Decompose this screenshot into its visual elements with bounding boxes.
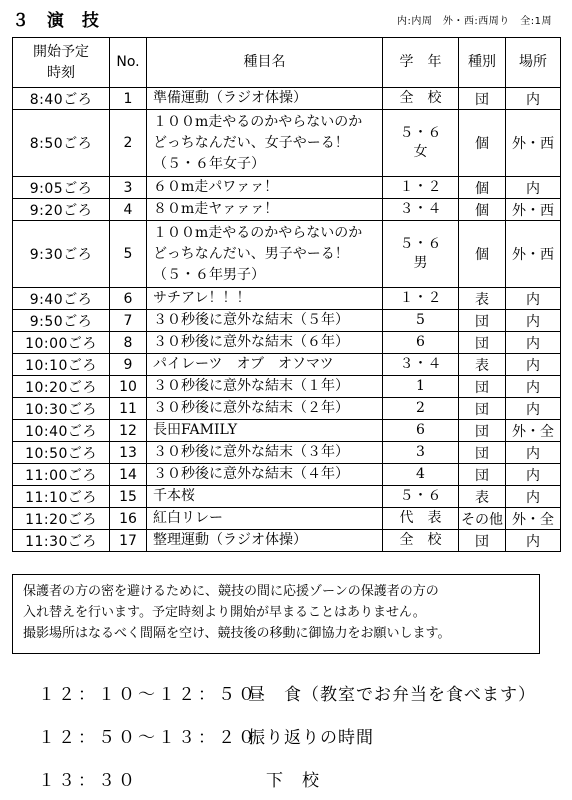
table-row xyxy=(13,398,561,420)
col-header-grade: 学 年 xyxy=(383,38,459,88)
no-cell: 10 xyxy=(110,376,147,398)
grade-cell: １・２ xyxy=(383,288,459,310)
start-time-cell: 11:20ごろ xyxy=(13,508,110,530)
place-cell: 外・全 xyxy=(506,508,561,530)
place-cell: 内 xyxy=(506,310,561,332)
table-row xyxy=(13,199,561,221)
event-cell: 整理運動（ラジオ体操） xyxy=(147,530,383,552)
type-cell: 団 xyxy=(459,398,506,420)
place-cell: 内 xyxy=(506,177,561,199)
program-table xyxy=(12,37,561,552)
after-label: 振り返りの時間 xyxy=(248,728,374,748)
type-cell: 団 xyxy=(459,442,506,464)
notice-line: 保護者の方の密を避けるために、競技の間に応援ゾーンの保護者の方の xyxy=(23,584,439,599)
type-cell: 団 xyxy=(459,332,506,354)
event-cell: １００m走やるのかやらないのか どっちなんだい、男子やーる！ （５・６年男子） xyxy=(147,221,383,288)
grade-cell: ３・４ xyxy=(383,354,459,376)
table-row xyxy=(13,376,561,398)
grade-cell: 全 校 xyxy=(383,530,459,552)
type-cell: 団 xyxy=(459,530,506,552)
place-cell: 内 xyxy=(506,530,561,552)
event-cell: サチアレ！！！ xyxy=(147,288,383,310)
event-cell: ８０m走ヤァァァ！ xyxy=(147,199,383,221)
event-cell: ３０秒後に意外な結末（１年） xyxy=(147,376,383,398)
event-cell: 長田FAMILY xyxy=(147,420,383,442)
no-cell: 8 xyxy=(110,332,147,354)
table-row xyxy=(13,530,561,552)
no-cell: 9 xyxy=(110,354,147,376)
start-time-cell: 11:10ごろ xyxy=(13,486,110,508)
place-cell: 外・西 xyxy=(506,221,561,288)
table-row xyxy=(13,288,561,310)
event-cell: ３０秒後に意外な結末（２年） xyxy=(147,398,383,420)
no-cell: 17 xyxy=(110,530,147,552)
type-cell: 個 xyxy=(459,177,506,199)
start-time-cell: 10:00ごろ xyxy=(13,332,110,354)
no-cell: 7 xyxy=(110,310,147,332)
grade-cell: 6 xyxy=(383,420,459,442)
start-time-cell: 9:20ごろ xyxy=(13,199,110,221)
type-cell: 団 xyxy=(459,376,506,398)
place-cell: 内 xyxy=(506,486,561,508)
grade-cell: 6 xyxy=(383,332,459,354)
start-time-cell: 10:40ごろ xyxy=(13,420,110,442)
place-cell: 外・全 xyxy=(506,420,561,442)
col-header-no: No. xyxy=(110,38,147,88)
type-cell: 団 xyxy=(459,310,506,332)
after-label: 昼 食（教室でお弁当を食べます） xyxy=(248,685,536,705)
grade-cell: ５・６ xyxy=(383,486,459,508)
table-row xyxy=(13,88,561,110)
grade-cell: 全 校 xyxy=(383,88,459,110)
no-cell: 13 xyxy=(110,442,147,464)
place-cell: 内 xyxy=(506,398,561,420)
section-title: ３ 演 技 xyxy=(12,11,105,31)
event-cell: パイレーツ オブ オソマツ xyxy=(147,354,383,376)
grade-cell: 2 xyxy=(383,398,459,420)
type-cell: 表 xyxy=(459,486,506,508)
no-cell: 11 xyxy=(110,398,147,420)
start-time-cell: 8:50ごろ xyxy=(13,110,110,177)
start-time-cell: 9:50ごろ xyxy=(13,310,110,332)
type-cell: その他 xyxy=(459,508,506,530)
place-cell: 内 xyxy=(506,442,561,464)
grade-cell: ５・６ 男 xyxy=(383,221,459,288)
type-cell: 個 xyxy=(459,110,506,177)
table-row xyxy=(13,221,561,288)
start-time-cell: 9:05ごろ xyxy=(13,177,110,199)
col-header-event: 種目名 xyxy=(147,38,383,88)
event-cell: ３０秒後に意外な結末（３年） xyxy=(147,442,383,464)
after-item-dismissal xyxy=(38,766,320,791)
table-row xyxy=(13,486,561,508)
grade-cell: １・２ xyxy=(383,177,459,199)
after-time: １３：３０ xyxy=(38,771,138,791)
place-cell: 内 xyxy=(506,288,561,310)
after-item-lunch xyxy=(38,680,536,705)
grade-cell: 4 xyxy=(383,464,459,486)
place-cell: 内 xyxy=(506,88,561,110)
table-row xyxy=(13,332,561,354)
place-cell: 内 xyxy=(506,464,561,486)
place-cell: 外・西 xyxy=(506,199,561,221)
no-cell: 4 xyxy=(110,199,147,221)
type-cell: 団 xyxy=(459,464,506,486)
place-cell: 内 xyxy=(506,354,561,376)
start-time-cell: 11:00ごろ xyxy=(13,464,110,486)
table-row xyxy=(13,508,561,530)
grade-cell: 代 表 xyxy=(383,508,459,530)
event-cell: ６０m走パワァァ！ xyxy=(147,177,383,199)
after-time: １２：１０〜１２：５０ xyxy=(38,685,258,705)
grade-cell: 5 xyxy=(383,310,459,332)
after-time: １２：５０〜１３：２０ xyxy=(38,728,258,748)
start-time-cell: 9:30ごろ xyxy=(13,221,110,288)
start-time-cell: 10:30ごろ xyxy=(13,398,110,420)
after-label: 下 校 xyxy=(248,771,320,791)
no-cell: 6 xyxy=(110,288,147,310)
table-row xyxy=(13,464,561,486)
no-cell: 3 xyxy=(110,177,147,199)
section-header xyxy=(12,6,562,31)
grade-cell: 1 xyxy=(383,376,459,398)
table-row xyxy=(13,442,561,464)
type-cell: 団 xyxy=(459,420,506,442)
col-header-place: 場所 xyxy=(506,38,561,88)
no-cell: 15 xyxy=(110,486,147,508)
no-cell: 14 xyxy=(110,464,147,486)
event-cell: ３０秒後に意外な結末（６年） xyxy=(147,332,383,354)
start-time-cell: 10:50ごろ xyxy=(13,442,110,464)
table-row xyxy=(13,354,561,376)
notice-box xyxy=(12,574,540,654)
after-item-reflection xyxy=(38,723,374,748)
start-time-cell: 8:40ごろ xyxy=(13,88,110,110)
type-cell: 表 xyxy=(459,288,506,310)
event-cell: 紅白リレー xyxy=(147,508,383,530)
no-cell: 2 xyxy=(110,110,147,177)
type-cell: 個 xyxy=(459,199,506,221)
col-header-type: 種別 xyxy=(459,38,506,88)
place-cell: 外・西 xyxy=(506,110,561,177)
table-row xyxy=(13,110,561,177)
place-cell: 内 xyxy=(506,332,561,354)
start-time-cell: 9:40ごろ xyxy=(13,288,110,310)
event-cell: １００m走やるのかやらないのか どっちなんだい、女子やーる！ （５・６年女子） xyxy=(147,110,383,177)
table-row xyxy=(13,310,561,332)
event-cell: ３０秒後に意外な結末（５年） xyxy=(147,310,383,332)
no-cell: 5 xyxy=(110,221,147,288)
notice-line: 入れ替えを行います。予定時刻より開始が早まることはありません。 xyxy=(23,605,426,620)
table-row xyxy=(13,177,561,199)
start-time-cell: 10:20ごろ xyxy=(13,376,110,398)
notice-line: 撮影場所はなるべく間隔を空け、競技後の移動に御協力をお願いします。 xyxy=(23,626,451,641)
grade-cell: ５・６ 女 xyxy=(383,110,459,177)
event-cell: 千本桜 xyxy=(147,486,383,508)
grade-cell: 3 xyxy=(383,442,459,464)
start-time-cell: 10:10ごろ xyxy=(13,354,110,376)
grade-cell: ３・４ xyxy=(383,199,459,221)
type-cell: 団 xyxy=(459,88,506,110)
table-header-row xyxy=(13,38,561,88)
type-cell: 表 xyxy=(459,354,506,376)
no-cell: 1 xyxy=(110,88,147,110)
type-cell: 個 xyxy=(459,221,506,288)
table-row xyxy=(13,420,561,442)
event-cell: 準備運動（ラジオ体操） xyxy=(147,88,383,110)
place-cell: 内 xyxy=(506,376,561,398)
event-cell: ３０秒後に意外な結末（４年） xyxy=(147,464,383,486)
col-header-start-time: 開始予定 時刻 xyxy=(13,38,110,88)
no-cell: 16 xyxy=(110,508,147,530)
place-legend: 内:内周 外・西:西周り 全:1周 xyxy=(397,16,552,27)
start-time-cell: 11:30ごろ xyxy=(13,530,110,552)
no-cell: 12 xyxy=(110,420,147,442)
